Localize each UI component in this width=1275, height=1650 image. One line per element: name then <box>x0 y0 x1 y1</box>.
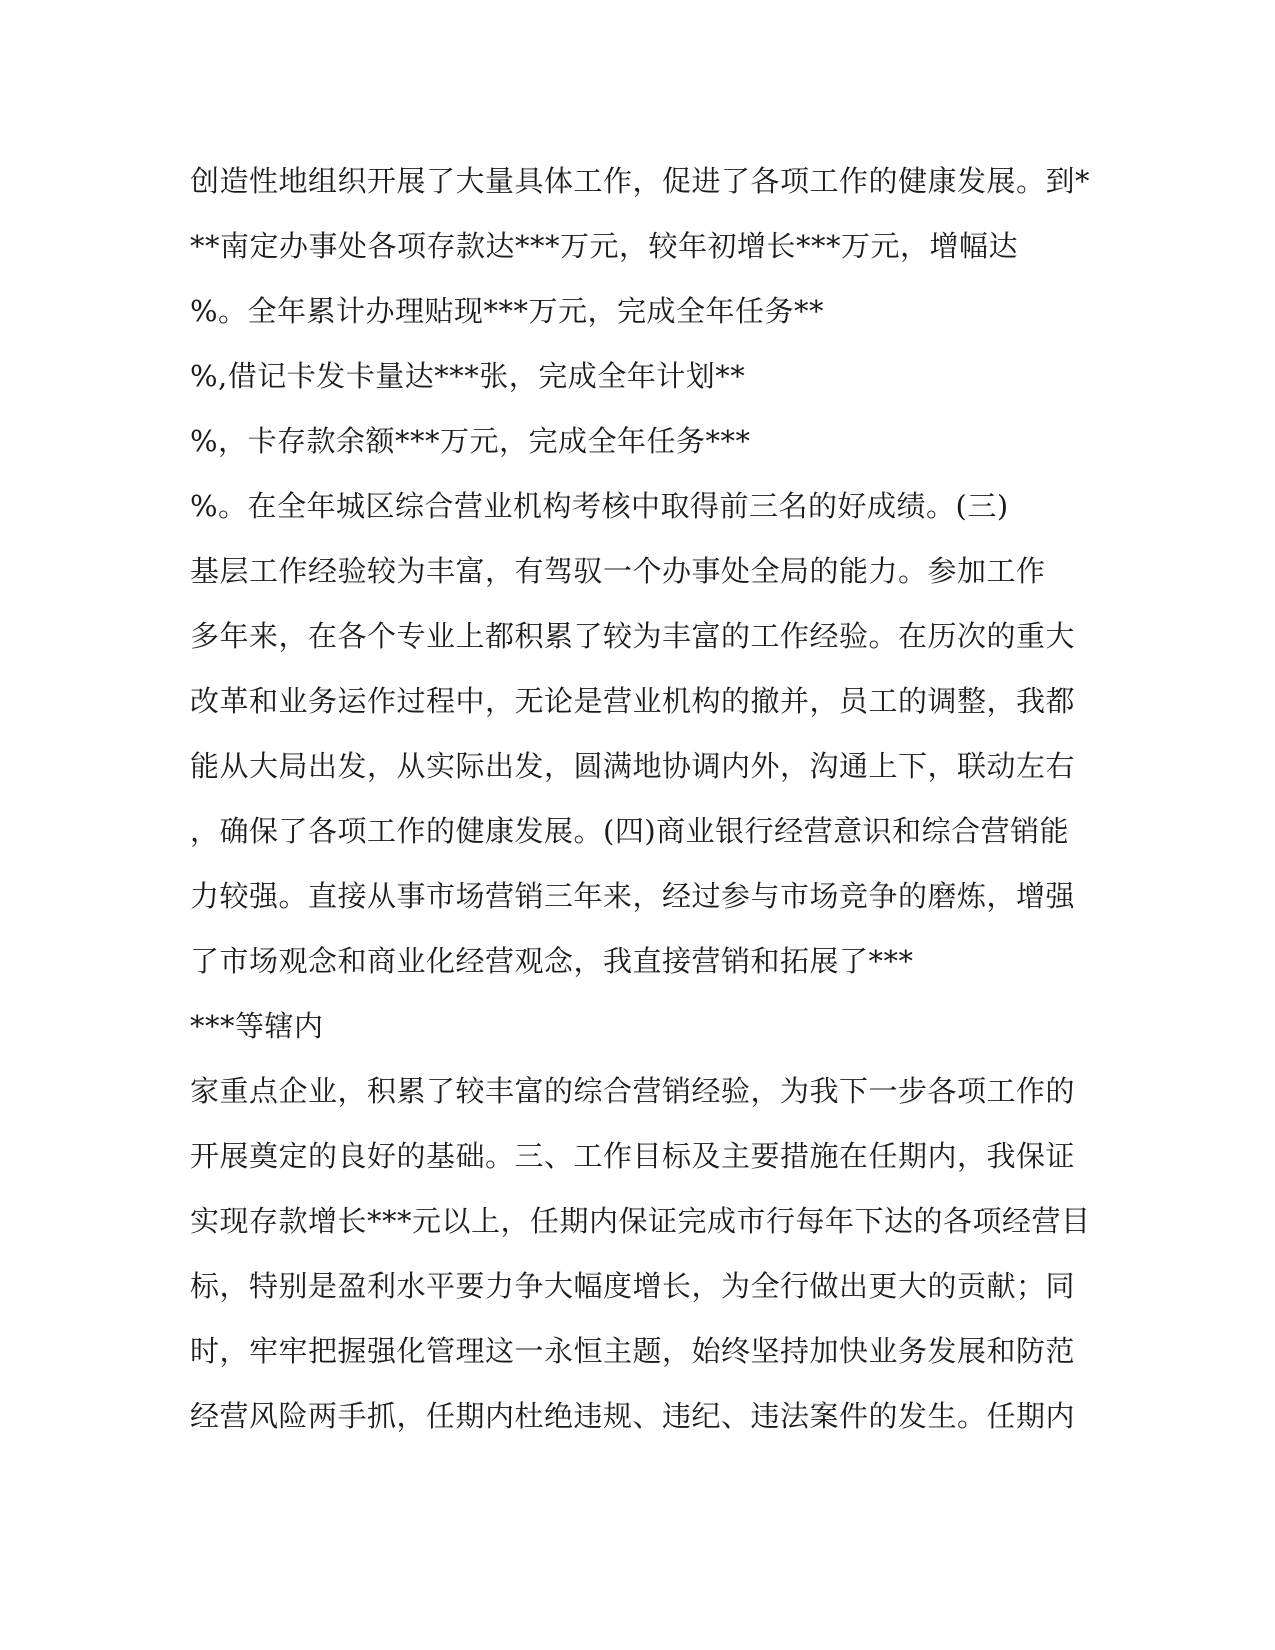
text-line: 了市场观念和商业化经营观念，我直接营销和拓展了*** <box>190 944 914 978</box>
text-line: %,借记卡发卡量达***张，完成全年计划** <box>190 359 746 393</box>
text-line: 时，牢牢把握强化管理这一永恒主题，始终坚持加快业务发展和防范 <box>190 1334 1076 1368</box>
text-line: 能从大局出发，从实际出发，圆满地协调内外，沟通上下，联动左右 <box>190 749 1076 783</box>
text-line: ***等辖内 <box>190 1009 324 1043</box>
text-line: %。全年累计办理贴现***万元，完成全年任务** <box>190 294 825 328</box>
text-line: 实现存款增长***元以上，任期内保证完成市行每年下达的各项经营目 <box>190 1204 1091 1238</box>
text-line: 经营风险两手抓，任期内杜绝违规、违纪、违法案件的发生。任期内 <box>190 1399 1076 1433</box>
document-body <box>190 158 1090 1458</box>
text-line: ，确保了各项工作的健康发展。(四)商业银行经营意识和综合营销能 <box>190 814 1070 848</box>
text-line: 改革和业务运作过程中，无论是营业机构的撤并，员工的调整，我都 <box>190 684 1076 718</box>
text-line: 基层工作经验较为丰富，有驾驭一个办事处全局的能力。参加工作 <box>190 554 1046 588</box>
text-line: 多年来，在各个专业上都积累了较为丰富的工作经验。在历次的重大 <box>190 619 1076 653</box>
text-line: **南定办事处各项存款达***万元，较年初增长***万元，增幅达 <box>190 229 1019 263</box>
text-line: %。在全年城区综合营业机构考核中取得前三名的好成绩。(三) <box>190 489 1009 523</box>
text-line: %，卡存款余额***万元，完成全年任务*** <box>190 424 751 458</box>
text-line: 标，特别是盈利水平要力争大幅度增长，为全行做出更大的贡献；同 <box>190 1269 1076 1303</box>
text-line: 创造性地组织开展了大量具体工作，促进了各项工作的健康发展。到* <box>190 164 1091 198</box>
text-line: 力较强。直接从事市场营销三年来，经过参与市场竞争的磨炼，增强 <box>190 879 1076 913</box>
text-line: 家重点企业，积累了较丰富的综合营销经验，为我下一步各项工作的 <box>190 1074 1076 1108</box>
text-line: 开展奠定的良好的基础。三、工作目标及主要措施在任期内，我保证 <box>190 1139 1076 1173</box>
